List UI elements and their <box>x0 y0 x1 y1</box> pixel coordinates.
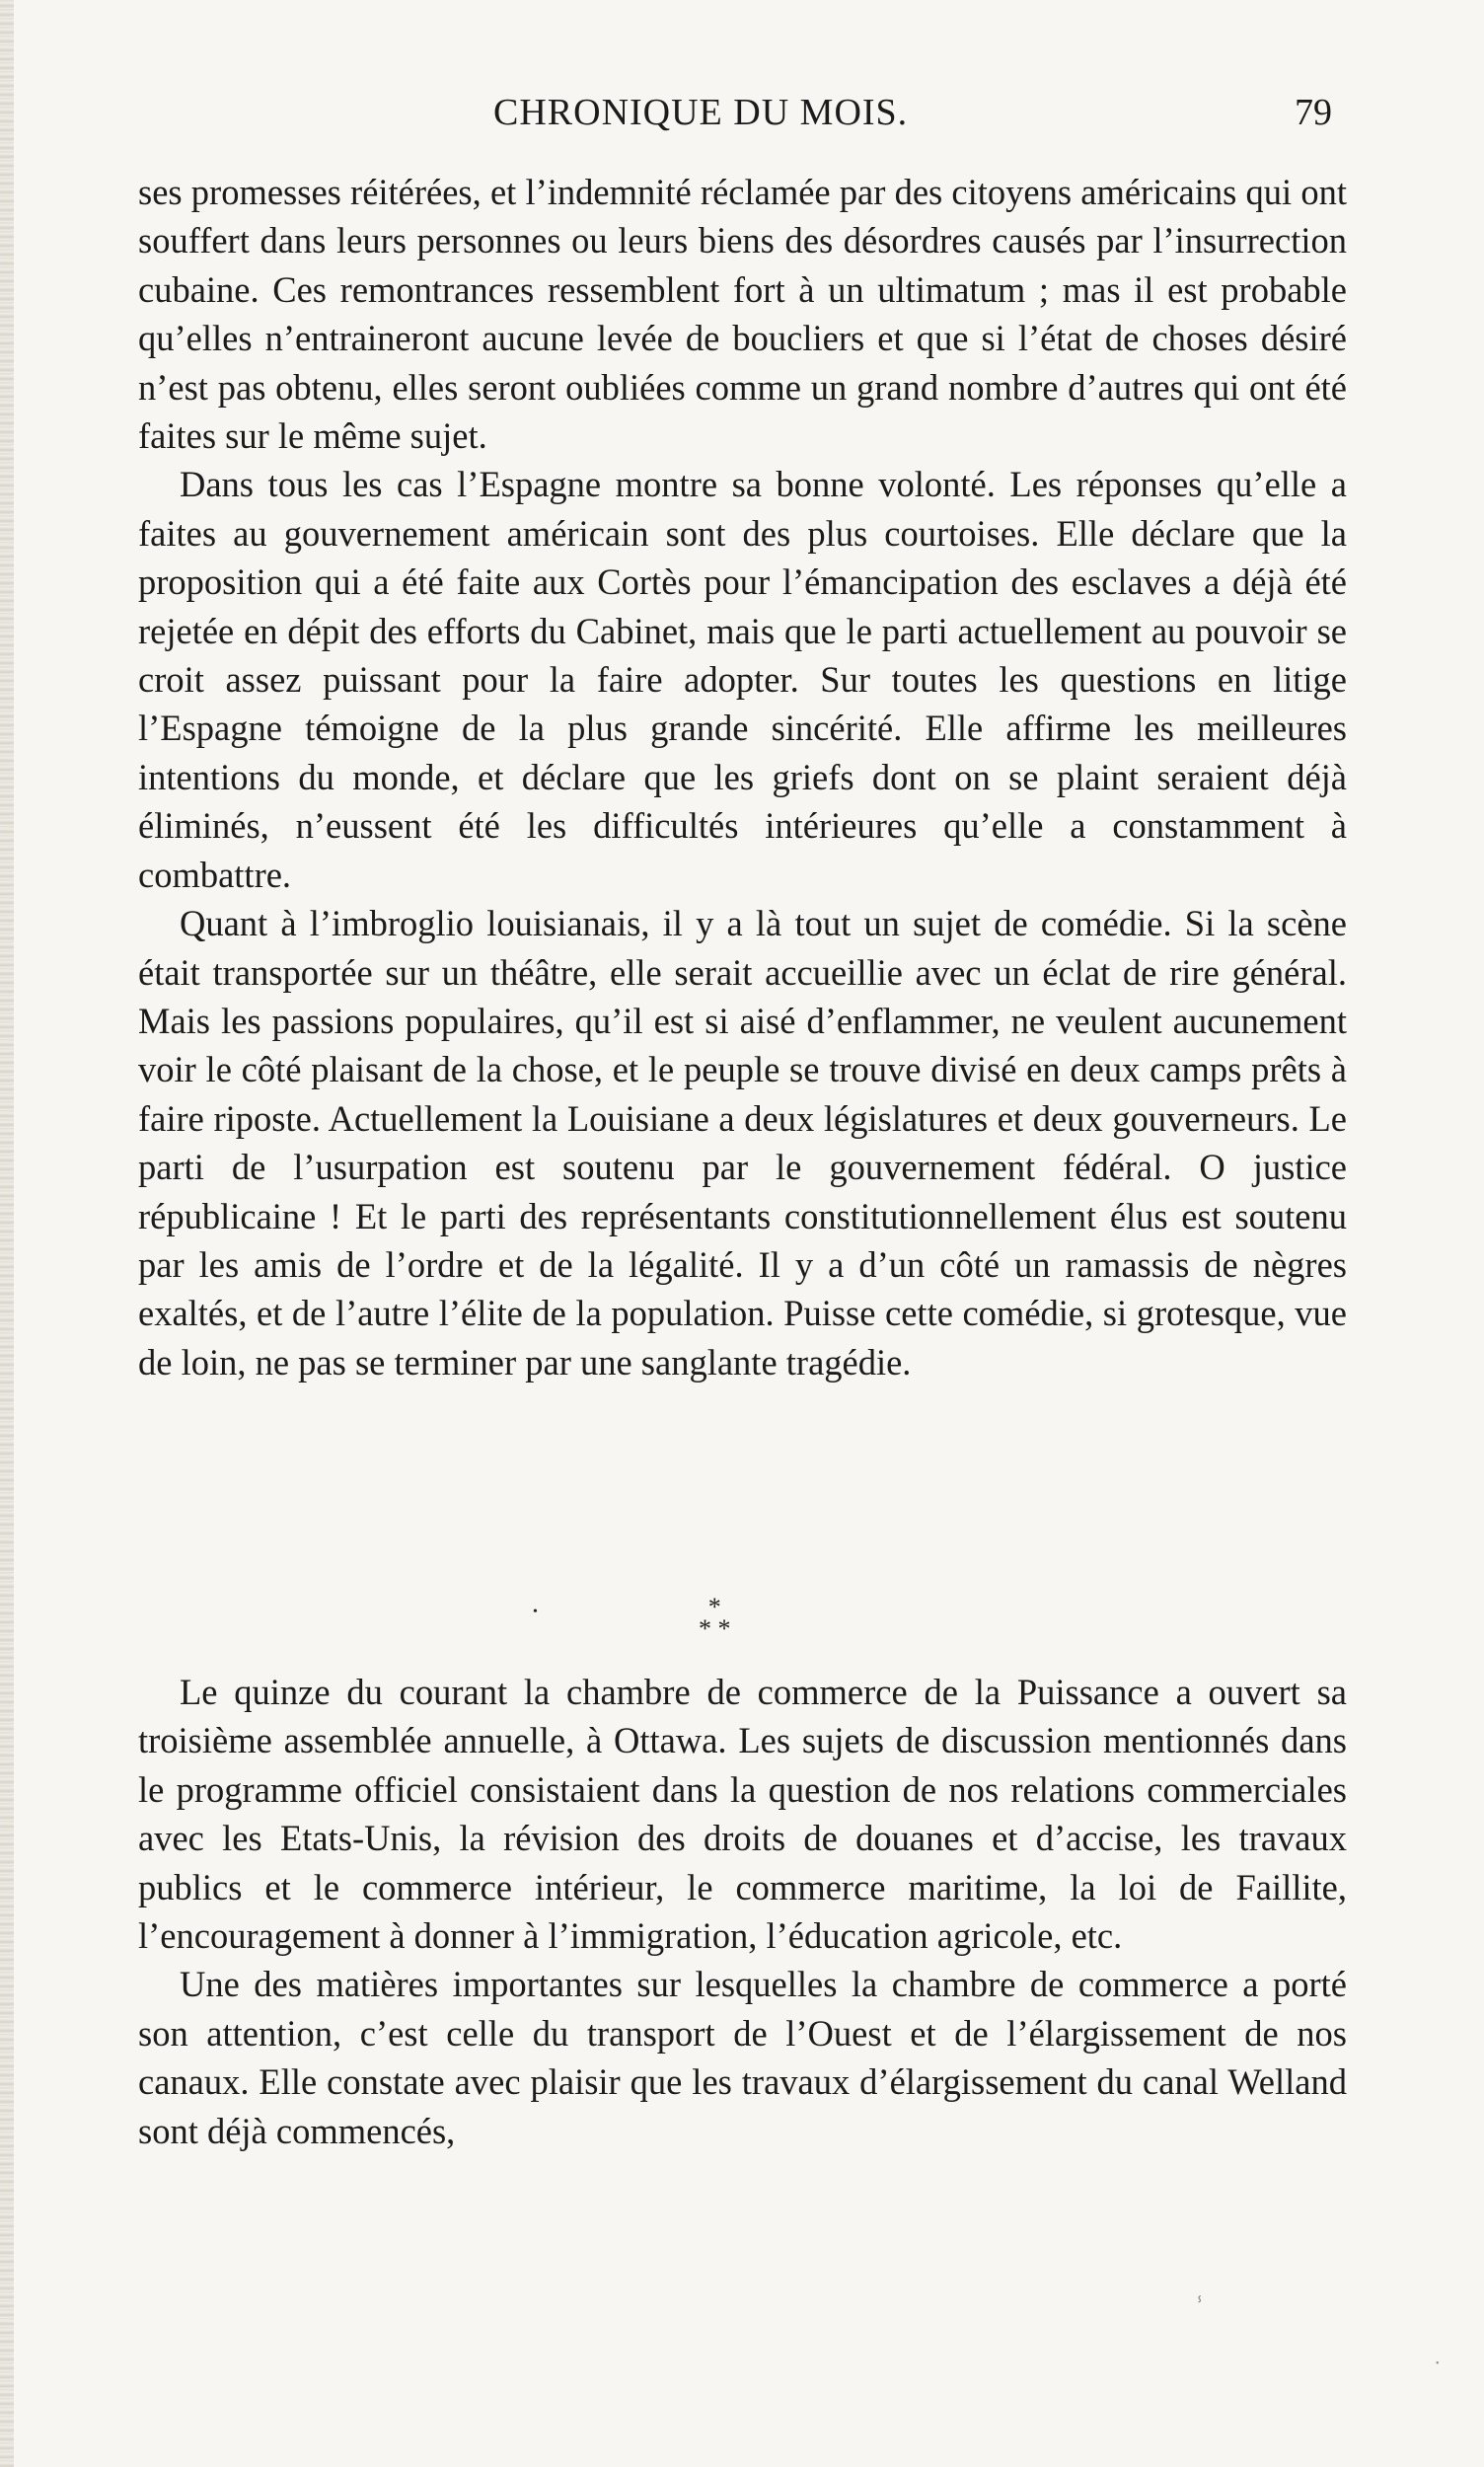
paragraph-louisiana-imbroglio: Quant à l’imbroglio louisianais, il y a là tout un sujet de comédie. Si la scène était transportée sur un théâtre, elle serait accueillie avec un éclat de rire général. Mais les passions populaires, qu’il est si aisé d’enflammer, ne veulent aucunement voir le côté plaisant de la chose, et le peuple se trouve divisé en deux camps prêts à faire riposte. Actuellement la Louisiane a deux législatures et deux gouverneurs. Le parti de l’usurpation est soutenu par le gouvernement fédéral. O justice républicaine ! Et le parti des représentants constitutionnellement élus est soutenu par les amis de l’ordre et de la légalité. Il y a d’un côté un ramassis de nègres exaltés, et de l’autre l’élite de la population. Puisse cette comédie, si grotesque, vue de loin, ne pas se terminer par une sanglante tragédie. <box>138 903 1347 1383</box>
ink-speck: • <box>1436 2358 1440 2369</box>
paragraph-cuba-remonstrances: ses promesses réitérées, et l’indemnité réclamée par des citoyens américains qui ont souffert dans leurs personnes ou leurs biens des désordres causés par l’insurrection cubaine. Ces remontrances ressemblent fort à un ultimatum ; mas il est probable qu’elles n’entraineront aucune levée de boucliers et que si l’état de choses désiré n’est pas obtenu, elles seront oubliées comme un grand nombre d’autres qui ont été faites sur le même sujet. <box>138 172 1347 457</box>
page-header <box>148 91 1332 140</box>
running-title: CHRONIQUE DU MOIS. <box>493 92 909 133</box>
page-binding-edge <box>0 0 14 2467</box>
article-section-spain-louisiana <box>138 168 1347 1386</box>
divider-dot: • <box>533 1605 538 1619</box>
asterism <box>699 1593 731 1643</box>
asterism-top: * <box>707 1593 721 1621</box>
asterism-bottom: * * <box>699 1614 731 1643</box>
article-section-chamber-of-commerce <box>138 1668 1347 2155</box>
paragraph-canals: Une des matières importantes sur lesquelles la chambre de commerce a porté son attention, c’est celle du transport de l’Ouest et de l’élargissement de nos canaux. Elle constate avec plaisir que les travaux d’élargissement du canal Welland sont déjà commencés, <box>138 1964 1347 2151</box>
paragraph-chamber-assembly: Le quinze du courant la chambre de commerce de la Puissance a ouvert sa troisième assemblée annuelle, à Ottawa. Les sujets de discussion mentionnés dans le programme officiel consistaient dans la question de nos relations commerciales avec les Etats-Unis, la révision des droits de douanes et d’accise, les travaux publics et le commerce intérieur, le commerce maritime, la loi de Faillite, l’encouragement à donner à l’immigration, l’éducation agricole, etc. <box>138 1672 1347 1957</box>
page-number: 79 <box>1295 92 1332 133</box>
section-divider <box>533 1593 770 1646</box>
paragraph-spain-goodwill: Dans tous les cas l’Espagne montre sa bonne volonté. Les réponses qu’elle a faites au gouvernement américain sont des plus courtoises. Elle déclare que la proposition qui a été faite aux Cortès pour l’émancipation des esclaves a déjà été rejetée en dépit des efforts du Cabinet, mais que le parti actuellement au pouvoir se croit assez puissant pour la faire adopter. Sur toutes les questions en litige l’Espagne témoigne de la plus grande sincérité. Elle affirme les meilleures intentions du monde, et déclare que les griefs dont on se plaint seraient déjà éliminés, n’eussent été les difficultés intérieures qu’elle a constamment à combattre. <box>138 464 1347 895</box>
ink-speck: ⸯ <box>1194 2298 1206 2320</box>
